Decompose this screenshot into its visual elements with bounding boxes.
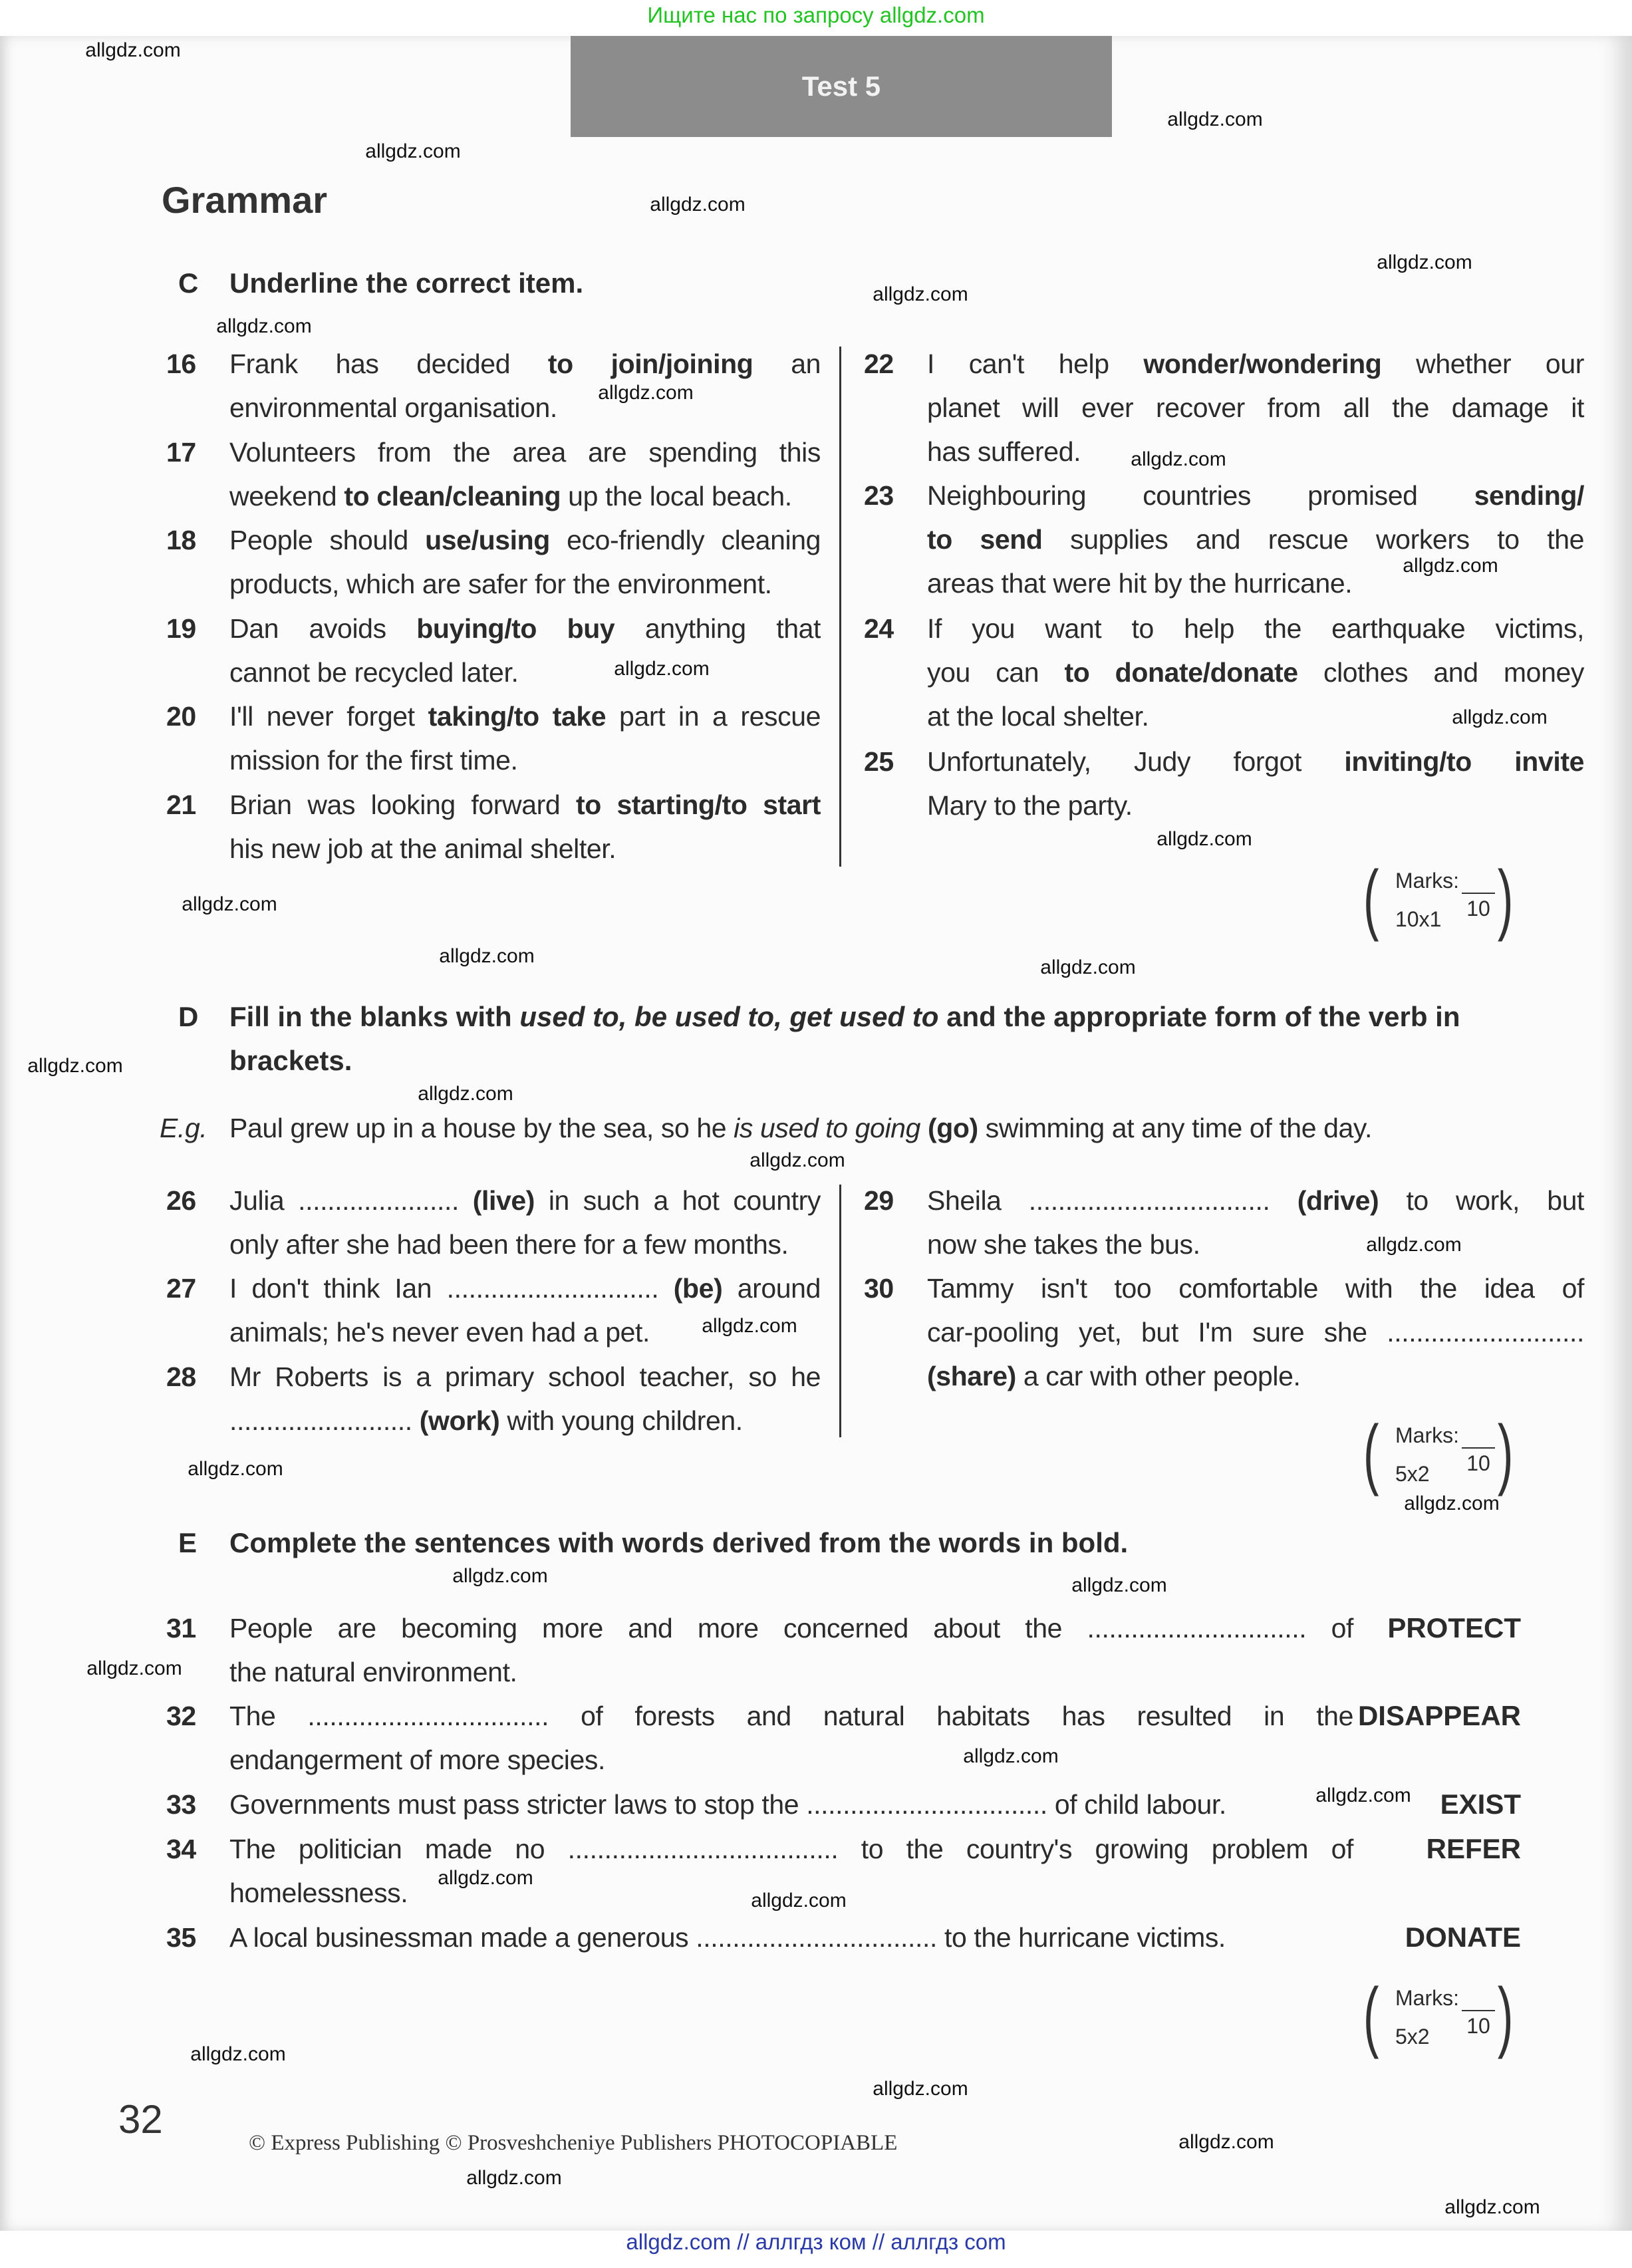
watermark: allgdz.com — [963, 1745, 1059, 1767]
text-segment: to starting/to start — [575, 789, 821, 820]
question-line — [927, 607, 1584, 650]
text-segment: to donate/donate — [1064, 657, 1298, 688]
question-line — [927, 474, 1584, 517]
text-segment: (share) — [927, 1361, 1016, 1391]
marks-total: 10 — [1462, 1447, 1495, 1476]
text-segment: Volunteers from the area are spending this — [229, 437, 821, 468]
question-number: 26 — [166, 1185, 196, 1216]
column-divider — [839, 1185, 841, 1437]
root-word: REFER — [1426, 1833, 1521, 1864]
question-number: 31 — [166, 1613, 196, 1643]
question-line — [927, 386, 1584, 430]
text-segment: weekend — [229, 481, 344, 511]
text-segment: environmental organisation. — [229, 392, 557, 423]
bottom-banner: allgdz.com // аллгдз ком // аллгдз com — [626, 2229, 1006, 2254]
question-number: 29 — [864, 1185, 894, 1216]
text-segment: inviting/to invite — [1344, 746, 1584, 777]
marks-box-e: ( ) Marks: 5x2 10 — [1363, 1972, 1514, 2060]
instruction-line — [229, 1039, 1533, 1083]
root-word: EXIST — [1440, 1788, 1521, 1820]
watermark: allgdz.com — [1167, 108, 1263, 130]
question-line — [229, 1738, 1353, 1782]
question-number: 32 — [166, 1701, 196, 1731]
text-segment: (be) — [673, 1273, 723, 1304]
text-segment: of — [1306, 1613, 1353, 1643]
question-line — [229, 738, 821, 782]
question-line — [229, 1222, 821, 1266]
text-segment: ................................. — [696, 1922, 937, 1953]
text-segment: a car with other people. — [1016, 1361, 1301, 1391]
text-segment: People are becoming more and more concerned about the — [229, 1613, 1087, 1643]
text-segment: wonder/wondering — [1143, 349, 1382, 379]
text-segment: Tammy isn't too comfortable with the idea of — [927, 1273, 1584, 1304]
watermark: allgdz.com — [1178, 2131, 1274, 2153]
watermark: allgdz.com — [751, 1890, 847, 1912]
text-segment: Sheila — [927, 1185, 1029, 1216]
marks-label: Marks: — [1395, 1423, 1459, 1447]
copyright-footer: © Express Publishing © Prosveshcheniye Publishers PHOTOCOPIABLE — [249, 2131, 898, 2155]
question-line — [229, 1179, 821, 1222]
text-segment: supplies and rescue workers to the — [1042, 524, 1585, 555]
text-segment: .............................. — [1087, 1613, 1307, 1643]
text-segment: of forests and natural habitats has resulted in the — [549, 1701, 1353, 1731]
watermark: allgdz.com — [182, 893, 277, 915]
text-segment: Dan avoids — [229, 613, 417, 644]
text-segment: is used to going — [734, 1113, 920, 1143]
text-segment: Mary to the party. — [927, 790, 1133, 821]
text-segment — [459, 1185, 473, 1216]
text-segment: whether our — [1381, 349, 1584, 379]
watermark: allgdz.com — [650, 194, 746, 215]
text-segment: used to, be used to, get used to — [519, 1001, 939, 1032]
question-line — [927, 1310, 1584, 1354]
marks-scoring: 5x2 — [1395, 1462, 1430, 1486]
watermark: allgdz.com — [418, 1083, 513, 1105]
question-number: 28 — [166, 1361, 196, 1392]
question-line — [229, 827, 821, 871]
watermark: allgdz.com — [873, 283, 968, 305]
text-segment: now she takes the bus. — [927, 1229, 1200, 1260]
watermark: allgdz.com — [439, 945, 535, 967]
text-segment: only after she had been there for a few months. — [229, 1229, 789, 1260]
section-instruction: Complete the sentences with words derived from the words in bold. — [229, 1527, 1129, 1558]
watermark: allgdz.com — [86, 1657, 182, 1679]
watermark: allgdz.com — [1404, 1492, 1500, 1514]
marks-scoring: 5x2 — [1395, 2025, 1430, 2049]
page-number: 32 — [118, 2097, 163, 2142]
text-segment: sending/ — [1474, 480, 1584, 511]
text-segment: products, which are safer for the environment. — [229, 569, 772, 599]
test-label: Test 5 — [571, 36, 1112, 137]
question-number: 23 — [864, 480, 894, 511]
watermark: allgdz.com — [1131, 448, 1226, 470]
question-number: 19 — [166, 613, 196, 644]
text-segment: to the hurricane victims. — [936, 1922, 1226, 1953]
text-segment: brackets. — [229, 1045, 352, 1076]
example-label: E.g. — [160, 1113, 207, 1143]
text-segment: A local businessman made a generous — [229, 1922, 696, 1953]
question-number: 24 — [864, 613, 894, 644]
text-segment: to work, but — [1379, 1185, 1584, 1216]
text-segment: (live) — [472, 1185, 535, 1216]
question-number: 34 — [166, 1834, 196, 1864]
example-sentence — [160, 1106, 1372, 1150]
text-segment: has suffered. — [927, 436, 1081, 467]
question-number: 27 — [166, 1273, 196, 1304]
question-number: 18 — [166, 525, 196, 555]
text-segment: Julia — [229, 1185, 299, 1216]
question-line — [229, 342, 821, 386]
root-word: DONATE — [1405, 1921, 1521, 1953]
question-number: 30 — [864, 1273, 894, 1304]
question-number: 21 — [166, 789, 196, 820]
text-segment: with young children. — [499, 1405, 743, 1436]
text-segment: I can't help — [927, 349, 1144, 379]
watermark: allgdz.com — [190, 2043, 286, 2065]
watermark: allgdz.com — [1366, 1234, 1462, 1256]
text-segment: ......................... — [229, 1405, 412, 1436]
marks-label: Marks: — [1395, 869, 1459, 893]
text-segment: cannot be recycled later. — [229, 657, 519, 688]
question-line — [229, 1650, 1353, 1694]
root-word: DISAPPEAR — [1357, 1700, 1521, 1731]
text-segment: Unfortunately, Judy forgot — [927, 746, 1345, 777]
text-segment: to clean/cleaning — [344, 481, 561, 511]
section-letter: C — [178, 267, 199, 299]
text-segment: Mr Roberts is a primary school teacher, so he — [229, 1361, 821, 1392]
text-segment: mission for the first time. — [229, 745, 518, 776]
question-line — [927, 1354, 1584, 1398]
question-line — [927, 430, 1584, 474]
text-segment: his new job at the animal shelter. — [229, 833, 616, 864]
text-segment: up the local beach. — [561, 481, 792, 511]
text-segment: Fill in the blanks with — [229, 1001, 520, 1032]
text-segment: homelessness. — [229, 1878, 408, 1908]
question-line — [927, 342, 1584, 386]
watermark: allgdz.com — [216, 315, 312, 337]
text-segment: you can — [927, 657, 1065, 688]
text-segment: Governments must pass stricter laws to stop the — [229, 1789, 807, 1820]
text-segment: taking/to take — [428, 701, 607, 732]
top-banner: Ищите нас по запросу allgdz.com — [647, 3, 985, 27]
watermark: allgdz.com — [1040, 956, 1136, 978]
question-number: 20 — [166, 701, 196, 732]
question-line — [229, 607, 821, 650]
watermark: allgdz.com — [702, 1315, 797, 1337]
text-segment: ................................. — [1028, 1185, 1270, 1216]
text-segment: part in a rescue — [606, 701, 821, 732]
watermark: allgdz.com — [27, 1055, 123, 1077]
watermark: allgdz.com — [1444, 2196, 1540, 2218]
text-segment: Paul grew up in a house by the sea, so he — [229, 1113, 734, 1143]
watermark: allgdz.com — [1071, 1574, 1167, 1596]
section-title: Grammar — [162, 179, 328, 221]
question-number: 33 — [166, 1789, 196, 1820]
text-segment: car-pooling yet, but I'm sure she — [927, 1317, 1387, 1347]
watermark: allgdz.com — [598, 382, 694, 404]
question-line — [229, 1606, 1353, 1650]
question-line — [229, 518, 821, 562]
text-segment: areas that were hit by the hurricane. — [927, 568, 1353, 599]
text-segment: Brian was looking forward — [229, 789, 576, 820]
text-segment: at the local shelter. — [927, 701, 1149, 732]
question-line — [927, 740, 1584, 783]
question-line — [229, 650, 821, 694]
question-line — [927, 1222, 1584, 1266]
text-segment: swimming at any time of the day. — [978, 1113, 1372, 1143]
question-line — [229, 1399, 821, 1443]
text-segment: If you want to help the earthquake victims, — [927, 613, 1584, 644]
watermark: allgdz.com — [466, 2167, 562, 2189]
text-segment — [658, 1273, 673, 1304]
text-segment: The — [229, 1701, 308, 1731]
question-line — [229, 474, 821, 518]
question-line — [229, 783, 821, 827]
text-segment: clothes and money — [1297, 657, 1584, 688]
text-segment: to the country's growing problem of — [838, 1834, 1353, 1864]
text-segment: the natural environment. — [229, 1657, 517, 1687]
text-segment: buying/to buy — [416, 613, 615, 644]
marks-box-d: ( ) Marks: 5x2 10 — [1363, 1409, 1514, 1497]
section-instruction — [229, 995, 1533, 1083]
watermark: allgdz.com — [1315, 1784, 1411, 1806]
text-segment: to send — [927, 524, 1043, 555]
question-number: 25 — [864, 746, 894, 777]
question-number: 17 — [166, 437, 196, 468]
question-line — [927, 783, 1584, 827]
text-segment: (drive) — [1297, 1185, 1379, 1216]
section-letter: D — [178, 1001, 199, 1032]
question-number: 35 — [166, 1922, 196, 1953]
watermark: allgdz.com — [188, 1458, 283, 1480]
text-segment: use/using — [425, 525, 550, 555]
section-letter: E — [178, 1527, 198, 1558]
text-segment: to join/joining — [547, 349, 753, 379]
text-segment: Frank has decided — [229, 349, 548, 379]
text-segment: in such a hot country — [535, 1185, 821, 1216]
text-segment: The politician made no — [229, 1834, 568, 1864]
question-line — [229, 1266, 821, 1310]
text-segment: ..................................... — [567, 1834, 839, 1864]
question-line — [229, 1915, 1353, 1959]
watermark: allgdz.com — [1452, 706, 1548, 728]
watermark: allgdz.com — [1403, 555, 1498, 577]
text-segment: ........................... — [1387, 1317, 1584, 1347]
question-line — [229, 694, 821, 738]
question-number: 22 — [864, 349, 894, 379]
watermark: allgdz.com — [85, 39, 181, 61]
section-instruction: Underline the correct item. — [229, 267, 584, 299]
text-segment: I don't think Ian — [229, 1273, 447, 1304]
text-segment — [920, 1113, 928, 1143]
text-segment: I'll never forget — [229, 701, 428, 732]
text-segment: and the appropriate form of the verb in — [938, 1001, 1460, 1032]
text-segment — [1270, 1185, 1297, 1216]
text-segment: ................................. — [806, 1789, 1047, 1820]
text-segment: Neighbouring countries promised — [927, 480, 1474, 511]
question-line — [229, 562, 821, 606]
marks-box-c: ( ) Marks: 10x1 10 — [1363, 855, 1514, 942]
watermark: allgdz.com — [452, 1565, 548, 1587]
watermark: allgdz.com — [873, 2078, 968, 2100]
watermark: allgdz.com — [365, 140, 461, 162]
text-segment: eco-friendly cleaning — [549, 525, 821, 555]
question-line — [927, 1266, 1584, 1310]
text-segment: an — [753, 349, 821, 379]
watermark: allgdz.com — [1156, 828, 1252, 850]
instruction-line — [229, 995, 1533, 1039]
question-number: 16 — [166, 349, 196, 379]
text-segment: ............................. — [446, 1273, 659, 1304]
text-segment: around — [722, 1273, 821, 1304]
marks-total: 10 — [1462, 2010, 1495, 2039]
watermark: allgdz.com — [749, 1149, 845, 1171]
column-divider — [839, 347, 841, 867]
marks-scoring: 10x1 — [1395, 907, 1442, 931]
question-line — [229, 1827, 1353, 1871]
question-line — [229, 430, 821, 474]
question-line — [229, 1782, 1353, 1826]
question-line — [229, 1355, 821, 1399]
question-line — [229, 386, 821, 430]
text-segment — [412, 1405, 420, 1436]
text-segment: anything that — [614, 613, 821, 644]
question-line — [927, 1179, 1584, 1222]
text-segment: (work) — [419, 1405, 500, 1436]
watermark: allgdz.com — [614, 658, 710, 680]
text-segment: ...................... — [298, 1185, 459, 1216]
text-segment: ................................. — [307, 1701, 549, 1731]
text-segment: endangerment of more species. — [229, 1745, 606, 1775]
text-segment: animals; he's never even had a pet. — [229, 1317, 650, 1347]
marks-total: 10 — [1462, 893, 1495, 921]
watermark: allgdz.com — [438, 1867, 533, 1889]
question-line — [927, 650, 1584, 694]
watermark: allgdz.com — [1377, 251, 1472, 273]
text-segment: (go) — [927, 1113, 978, 1143]
marks-label: Marks: — [1395, 1986, 1459, 2010]
text-segment: of child labour. — [1047, 1789, 1226, 1820]
text-segment: People should — [229, 525, 426, 555]
question-line — [229, 1694, 1353, 1738]
root-word: PROTECT — [1387, 1612, 1521, 1643]
text-segment: planet will ever recover from all the damage it — [927, 392, 1584, 423]
